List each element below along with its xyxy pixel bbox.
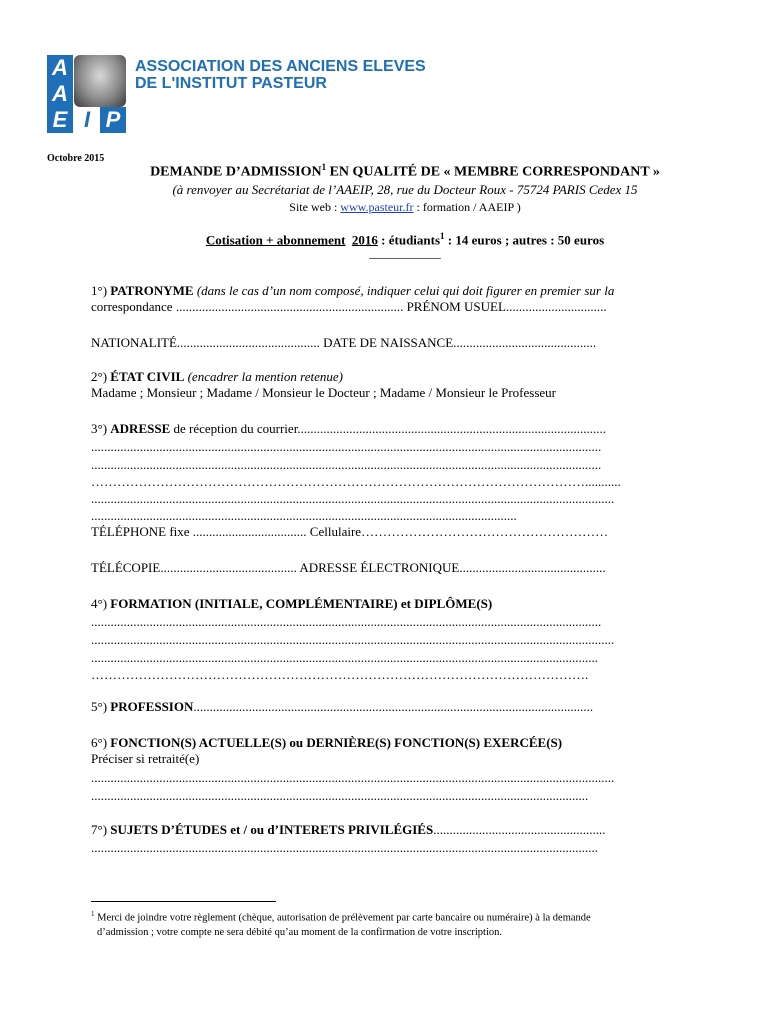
document-subtitle: (à renvoyer au Secrétariat de l’AAEIP, 28, rue du Docteur Roux - 75724 PARIS Cedex 15	[172, 182, 638, 197]
section-patronyme	[91, 283, 723, 299]
cotisation-footnote-ref: 1	[440, 231, 445, 241]
address-line-1[interactable]: .............................................................................................................................................................	[91, 439, 602, 454]
formation-line-4[interactable]: …………………………………………………………………………………………………….	[91, 667, 589, 682]
s6-label: FONCTION(S) ACTUELLE(S) ou DERNIÈRE(S) FONCTION(S) EXERCÉE(S)	[110, 735, 563, 750]
footnote-rule	[91, 901, 276, 902]
cotisation-mid: : étudiants	[377, 232, 441, 248]
section-formation	[91, 596, 723, 612]
section-adresse	[91, 421, 723, 437]
title-main: DEMANDE D’ADMISSION	[150, 164, 322, 180]
association-name	[135, 58, 426, 92]
association-name-line2: DE L'INSTITUT PASTEUR	[135, 75, 327, 92]
title-main-rest: EN QUALITÉ DE « MEMBRE CORRESPONDANT »	[326, 164, 660, 180]
s3-rest[interactable]: de réception du courrier...............................................................................................	[170, 421, 607, 436]
s5-number: 5°)	[91, 699, 111, 714]
footnote-line-1	[91, 907, 731, 926]
title-footnote-ref: 1	[321, 162, 327, 172]
formation-line-3[interactable]: ............................................................................................................................................................	[91, 650, 598, 665]
s2-note: (encadrer la mention retenue)	[184, 369, 343, 384]
logo-letter-i: I	[74, 107, 100, 133]
s1-number: 1°)	[91, 283, 111, 298]
s7-label: SUJETS D’ÉTUDES et / ou d’INTERETS PRIVILÉGIÉS	[110, 822, 434, 837]
address-line-3[interactable]: ……………………………………………………………………………………………………...........	[91, 474, 621, 489]
s7-number: 7°)	[91, 822, 111, 837]
sujets-field[interactable]: .....................................................	[433, 822, 606, 837]
telephone-field[interactable]: TÉLÉPHONE fixe ................................... Cellulaire…………………………………………………	[91, 524, 609, 539]
section-sujets	[91, 822, 723, 838]
pasteur-portrait-image	[74, 55, 126, 107]
etat-civil-options[interactable]: Madame ; Monsieur ; Madame / Monsieur le Docteur ; Madame / Monsieur le Professeur	[91, 385, 556, 400]
logo-letter-e: E	[47, 107, 73, 133]
site-prefix: Site web :	[289, 200, 341, 214]
document-date: Octobre 2015	[47, 153, 105, 164]
s3-number: 3°)	[91, 421, 111, 436]
formation-line-2[interactable]: .................................................................................................................................................................	[91, 632, 615, 647]
profession-field[interactable]: ...........................................................................................................................	[193, 699, 594, 714]
section-profession	[91, 699, 723, 715]
cotisation-year: 2016	[351, 232, 378, 248]
section-etat-civil	[91, 369, 723, 385]
formation-line-1[interactable]: .............................................................................................................................................................	[91, 614, 602, 629]
footnote-line-2: d’admission ; votre compte ne sera débité qu’au moment de la confirmation de votre inscription.	[97, 926, 503, 938]
logo-letter-a2: A	[47, 81, 73, 107]
s4-label: FORMATION (INITIALE, COMPLÉMENTAIRE) et DIPLÔME(S)	[110, 596, 493, 611]
s4-number: 4°)	[91, 596, 111, 611]
fonctions-line-2[interactable]: .........................................................................................................................................................	[91, 788, 589, 803]
cotisation-rest: : 14 euros ; autres : 50 euros	[444, 232, 605, 248]
document-title	[0, 162, 770, 181]
address-line-5[interactable]: ...................................................................................................................................	[91, 508, 517, 523]
retraite-instruction: Préciser si retraité(e)	[91, 751, 200, 766]
footnote-number: 1	[91, 910, 95, 918]
s2-label: ÉTAT CIVIL	[110, 369, 185, 384]
patronyme-prenom-field[interactable]: correspondance ...................................................................... PRÉNOM USUEL...............................	[91, 299, 607, 314]
s1-label: PATRONYME	[110, 283, 194, 298]
site-link[interactable]: www.pasteur.fr	[340, 200, 414, 214]
cotisation-label: Cotisation + abonnement	[205, 232, 346, 248]
cotisation-rule: ___________	[369, 245, 441, 260]
s1-note: (dans le cas d’un nom composé, indiquer celui qui doit figurer en premier sur la	[193, 283, 615, 298]
fonctions-line-1[interactable]: .................................................................................................................................................................	[91, 770, 615, 785]
association-name-line1: ASSOCIATION DES ANCIENS ELEVES	[135, 58, 426, 75]
footnote	[91, 907, 731, 940]
nationalite-naissance-field[interactable]: NATIONALITÉ............................................ DATE DE NAISSANCE............................................	[91, 335, 597, 350]
website-line	[0, 200, 770, 215]
s6-number: 6°)	[91, 735, 111, 750]
address-line-4[interactable]: .................................................................................................................................................................	[91, 491, 615, 506]
site-suffix: : formation / AAEIP )	[413, 200, 521, 214]
footnote-text-1: Merci de joindre votre règlement (chèque, autorisation de prélèvement par carte bancaire ou numéraire) à la demande	[94, 912, 591, 924]
s3-label: ADRESSE	[110, 421, 171, 436]
sujets-line-1[interactable]: ............................................................................................................................................................	[91, 840, 598, 855]
logo-letter-p: P	[100, 107, 126, 133]
s2-number: 2°)	[91, 369, 111, 384]
section-fonctions	[91, 735, 723, 751]
logo-letter-a1: A	[47, 55, 73, 81]
telecopie-email-field[interactable]: TÉLÉCOPIE.......................................... ADRESSE ÉLECTRONIQUE.............................................	[91, 560, 606, 575]
address-line-2[interactable]: .............................................................................................................................................................	[91, 457, 602, 472]
s5-label: PROFESSION	[110, 699, 194, 714]
